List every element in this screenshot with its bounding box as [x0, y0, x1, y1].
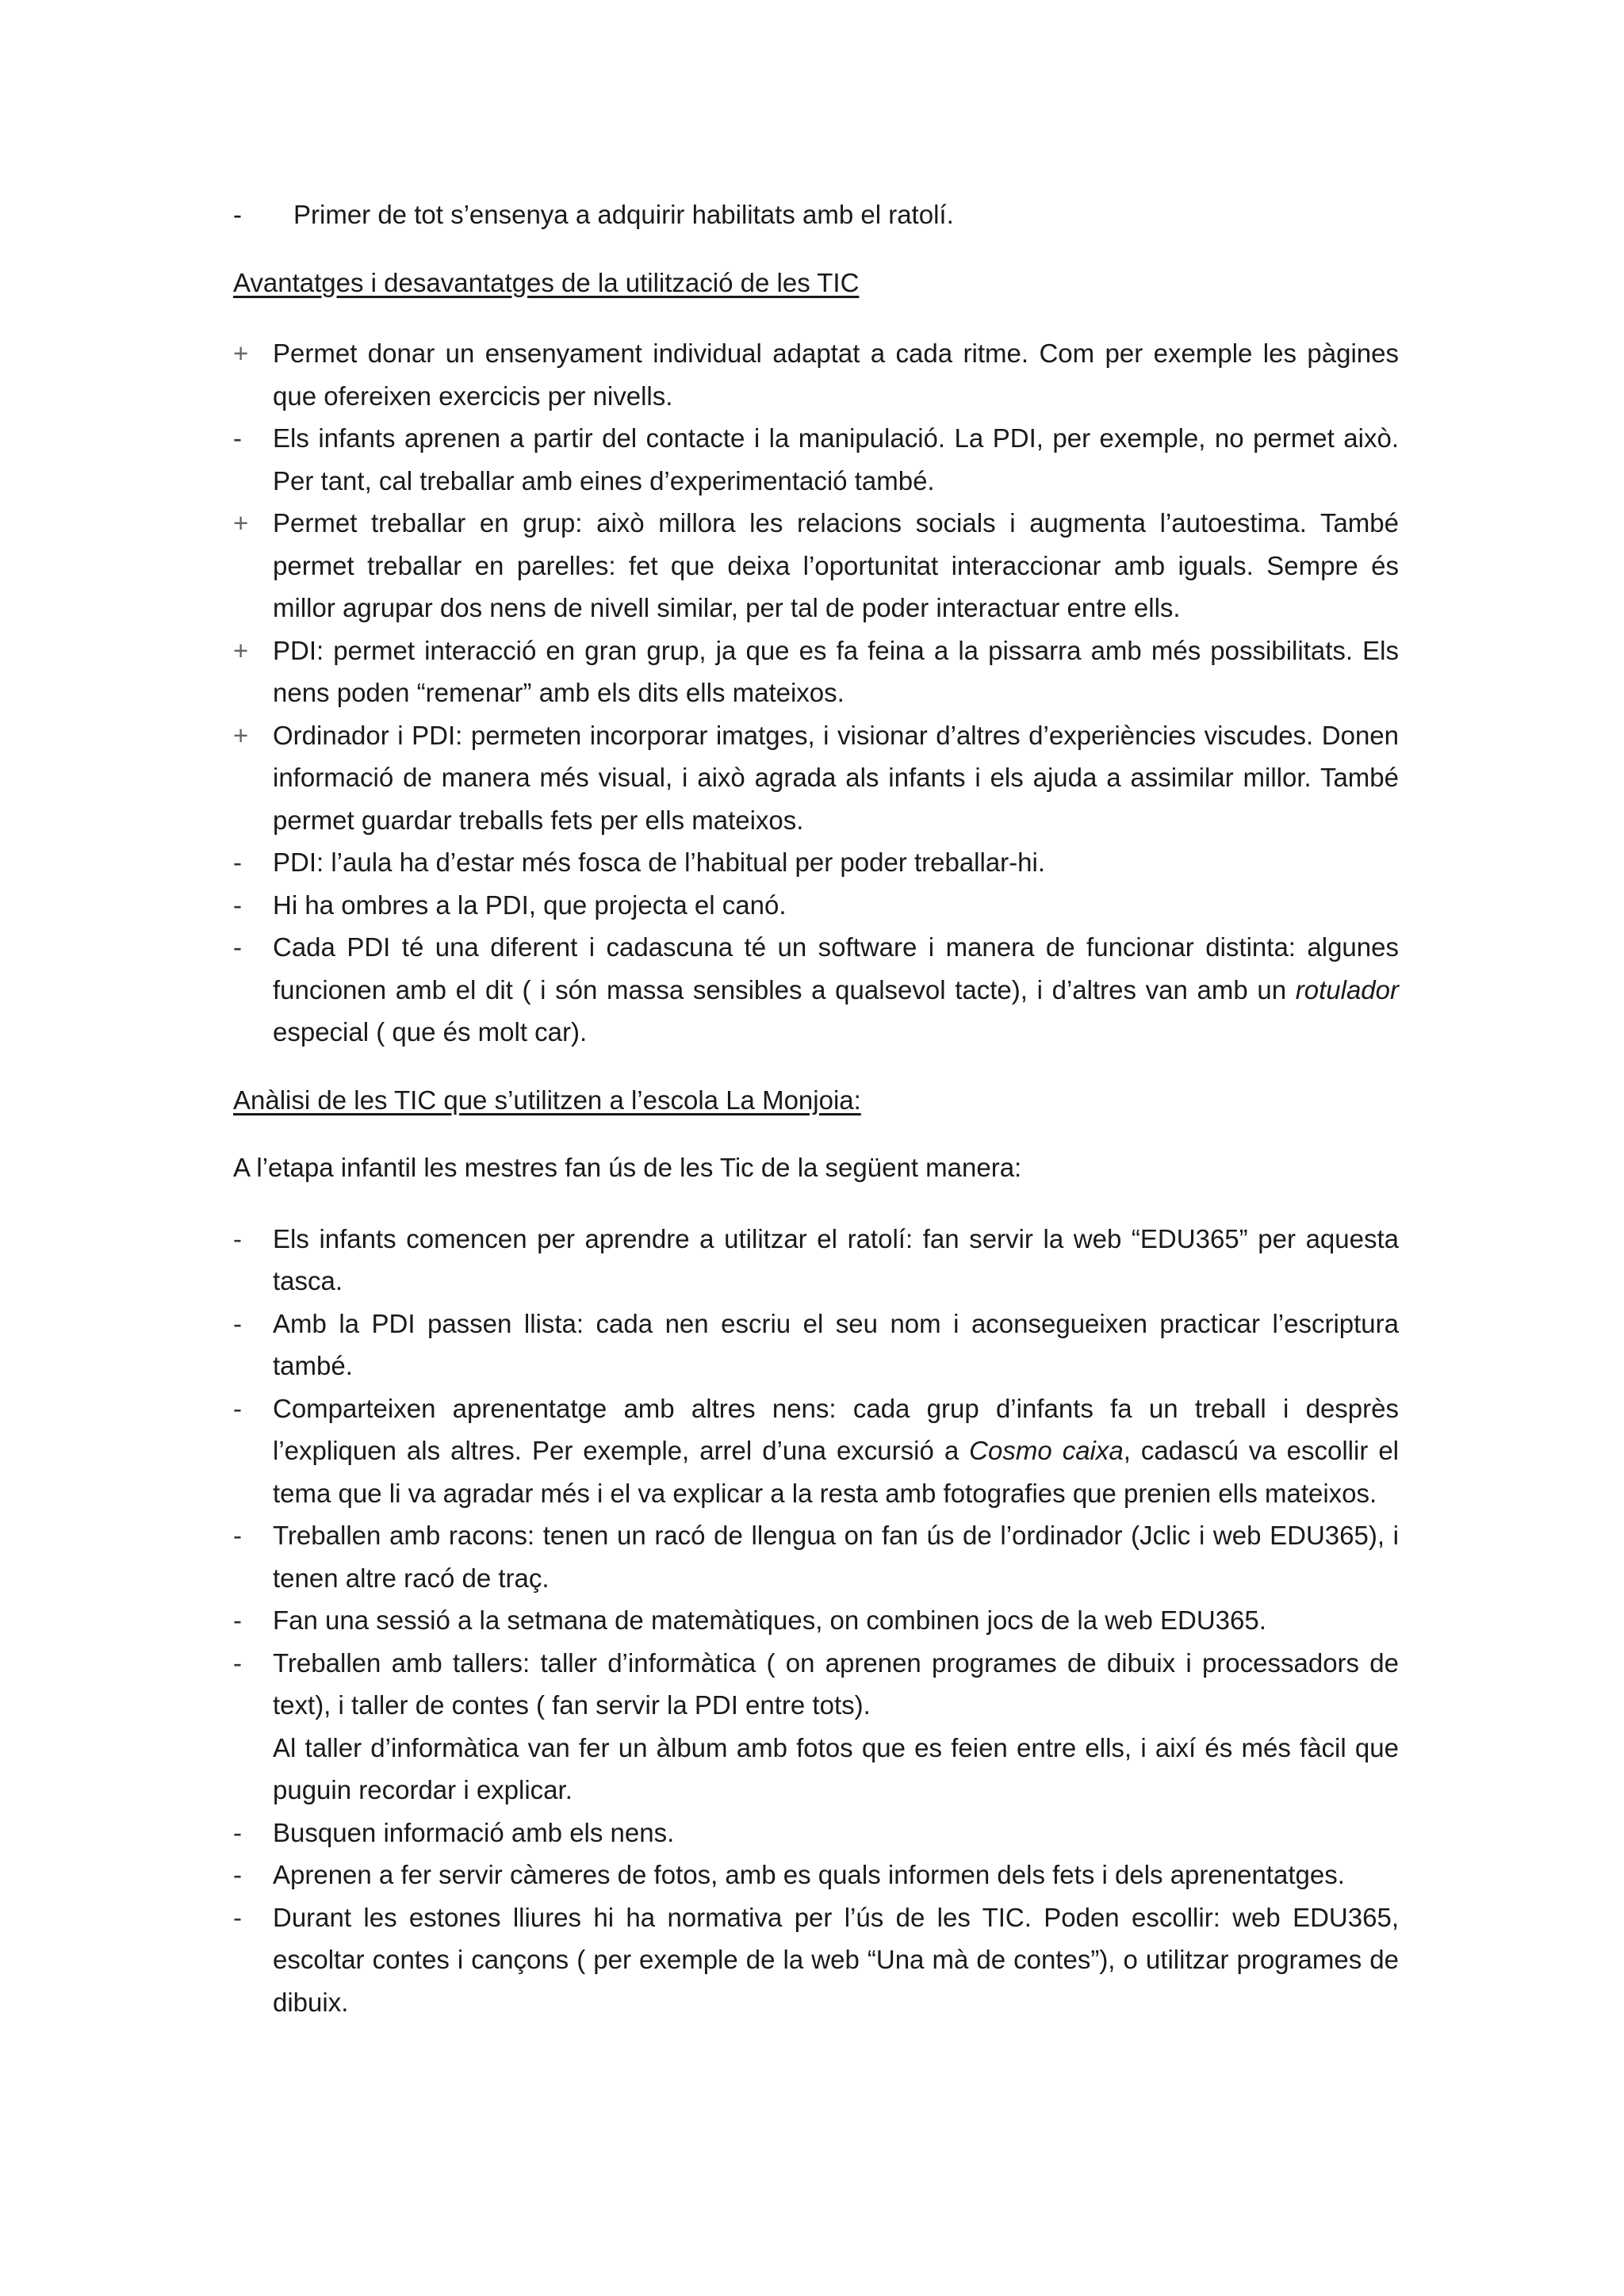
list-item — [233, 926, 1399, 1054]
plus-marker: + — [233, 635, 249, 665]
list-item-text: Els infants aprenen a partir del contacte i la manipulació. La PDI, per exemple, no permet això. Per tant, cal treballar amb eines d’experimentació també. — [273, 423, 1399, 496]
italic-term: Cosmo caixa — [969, 1436, 1124, 1465]
minus-marker: - — [233, 1393, 242, 1423]
minus-marker: - — [233, 932, 242, 962]
plus-marker: + — [233, 339, 249, 368]
section-intro-paragraph: A l’etapa infantil les mestres fan ús de les Tic de la següent manera: — [233, 1153, 1022, 1182]
list-item-text: Ordinador i PDI: permeten incorporar imatges, i visionar d’altres d’experiències viscudes. Donen informació de manera més visual, i això agrada als infants i els ajuda a assimilar millor. També permet guardar treballs fets per ells mateixos. — [273, 720, 1399, 835]
list-item-text: Fan una sessió a la setmana de matemàtiques, on combinen jocs de la web EDU365. — [273, 1605, 1266, 1635]
minus-marker: - — [233, 1223, 242, 1253]
list-item-text: Comparteixen aprenentatge amb altres nens: cada grup d’infants fa un treball i desprès l’expliquen als altres. Per exemple, arrel d’una excursió a Cosmo caixa, cadascú va escollir el tema que li va agradar més i el va explicar a la resta amb fotografies que prenien ells mateixos. — [273, 1393, 1400, 1508]
advantages-list — [233, 332, 1399, 1054]
minus-marker: - — [233, 848, 242, 877]
list-item — [233, 502, 1399, 629]
plus-marker: + — [233, 720, 249, 750]
minus-marker: - — [233, 1605, 242, 1635]
list-item-text: Permet treballar en grup: això millora les relacions socials i augmenta l’autoestima. També permet treballar en parelles: fet que deixa l’oportunitat interaccionar amb iguals. Sempre és millor agrupar dos nens de nivell similar, per tal de poder interactuar entre ells. — [273, 508, 1399, 622]
list-marker: - — [233, 200, 242, 229]
list-item-text: PDI: permet interacció en gran grup, ja que es fa feina a la pissarra amb més possibilitats. Els nens poden “remenar” amb els dits ells mateixos. — [273, 635, 1399, 707]
minus-marker: - — [233, 1817, 242, 1847]
list-item-text: Permet donar un ensenyament individual adaptat a cada ritme. Com per exemple les pàgines que ofereixen exercicis per nivells. — [273, 339, 1399, 411]
list-item — [233, 332, 1399, 417]
minus-marker: - — [233, 1308, 242, 1338]
list-item — [233, 1387, 1399, 1515]
list-item-text: Cada PDI té una diferent i cadascuna té un software i manera de funcionar distinta: algunes funcionen amb el dit ( i són massa sensibles a qualsevol tacte), i d’altres van amb un rotulador especial ( que és molt car). — [273, 932, 1399, 1047]
list-item — [233, 1854, 1399, 1896]
list-item — [233, 1218, 1399, 1303]
list-item-text: PDI: l’aula ha d’estar més fosca de l’habitual per poder treballar-hi. — [273, 848, 1046, 877]
list-item — [233, 1642, 1399, 1812]
minus-marker: - — [233, 423, 242, 453]
minus-marker: - — [233, 1902, 242, 1932]
list-item-continuation: Al taller d’informàtica van fer un àlbum amb fotos que es feien entre ells, i així és més fàcil que puguin recordar i explicar. — [273, 1732, 1399, 1804]
list-item-text: Amb la PDI passen llista: cada nen escriu el seu nom i aconsegueixen practicar l’escriptura també. — [273, 1308, 1399, 1380]
list-item-text: Treballen amb tallers: taller d’informàtica ( on aprenen programes de dibuix i processadors de text), i taller de contes ( fan servir la PDI entre tots). — [273, 1647, 1399, 1720]
analysis-list — [233, 1218, 1399, 2024]
intro-list-item — [233, 193, 1399, 236]
list-item — [233, 629, 1399, 714]
list-item — [233, 1514, 1399, 1599]
list-item-text: Aprenen a fer servir càmeres de fotos, amb es quals informen dels fets i dels aprenentatges. — [273, 1860, 1345, 1889]
minus-marker: - — [233, 1521, 242, 1550]
list-item — [233, 1599, 1399, 1642]
minus-marker: - — [233, 1647, 242, 1678]
section-heading-advantages: Avantatges i desavantatges de la utilització de les TIC — [233, 267, 860, 297]
minus-marker: - — [233, 1860, 242, 1889]
list-item — [233, 1896, 1399, 2024]
list-item-text: Hi ha ombres a la PDI, que projecta el canó. — [273, 890, 787, 920]
list-item-text: Treballen amb racons: tenen un racó de llengua on fan ús de l’ordinador (Jclic i web EDU365), i tenen altre racó de traç. — [273, 1521, 1399, 1593]
section-heading-analysis: Anàlisi de les TIC que s’utilitzen a l’escola La Monjoia: — [233, 1085, 861, 1115]
italic-term: rotulador — [1295, 974, 1399, 1004]
list-item — [233, 884, 1399, 927]
list-item-text: Els infants comencen per aprendre a utilitzar el ratolí: fan servir la web “EDU365” per aquesta tasca. — [273, 1223, 1399, 1295]
list-item-text: Busquen informació amb els nens. — [273, 1817, 675, 1847]
list-item-text: Durant les estones lliures hi ha normativa per l’ús de les TIC. Poden escollir: web EDU365, escoltar contes i cançons ( per exemple de la web “Una mà de contes”), o utilitzar programes de dibuix. — [273, 1902, 1399, 2017]
minus-marker: - — [233, 890, 242, 920]
intro-item-text: Primer de tot s’ensenya a adquirir habilitats amb el ratolí. — [293, 200, 954, 229]
list-item — [233, 1812, 1399, 1854]
plus-marker: + — [233, 508, 249, 538]
list-item — [233, 714, 1399, 842]
document-body — [233, 193, 1399, 2023]
list-item — [233, 841, 1399, 884]
list-item — [233, 417, 1399, 502]
list-item — [233, 1303, 1399, 1387]
